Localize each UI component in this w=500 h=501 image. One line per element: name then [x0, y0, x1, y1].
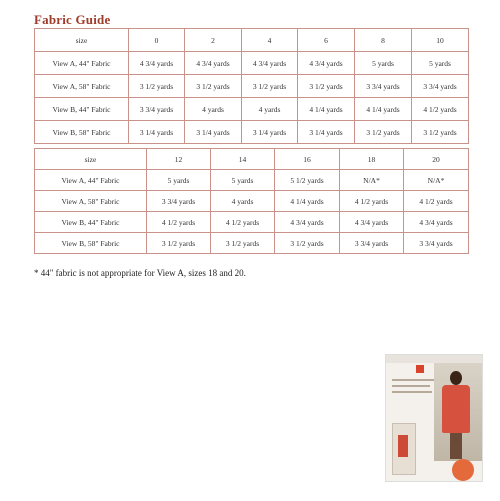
row-label: View B, 44" Fabric: [35, 212, 147, 233]
table-cell: 5 yards: [412, 52, 469, 75]
model-dress: [442, 385, 470, 433]
table-cell: 3 1/2 yards: [211, 233, 275, 254]
table-cell: 4 1/4 yards: [355, 98, 412, 121]
table-row: [35, 191, 469, 212]
row-label: View A, 58" Fabric: [35, 75, 129, 98]
table-cell: 4 1/2 yards: [211, 212, 275, 233]
row-label: View B, 44" Fabric: [35, 98, 129, 121]
table-cell: 3 3/4 yards: [412, 75, 469, 98]
cover-top-strip: [386, 355, 482, 363]
table-row: [35, 170, 469, 191]
table-cell: 4 yards: [185, 98, 242, 121]
header-cell: 4: [242, 29, 298, 52]
table-cell: 4 yards: [242, 98, 298, 121]
table-cell: 4 1/4 yards: [298, 98, 355, 121]
table-cell: 4 3/4 yards: [404, 212, 469, 233]
table-cell: 3 1/2 yards: [412, 121, 469, 144]
header-cell: 18: [340, 149, 404, 170]
table-cell: 4 1/2 yards: [147, 212, 211, 233]
model-head: [450, 371, 462, 385]
header-cell: 2: [185, 29, 242, 52]
table-cell: 3 3/4 yards: [340, 233, 404, 254]
table-cell: 3 1/4 yards: [242, 121, 298, 144]
table-header-row: [35, 29, 469, 52]
header-cell: 6: [298, 29, 355, 52]
model-legs: [450, 433, 462, 459]
header-cell: 12: [147, 149, 211, 170]
table-header-row: [35, 149, 469, 170]
header-cell: 20: [404, 149, 469, 170]
table-row: [35, 212, 469, 233]
brand-logo-icon: [416, 365, 424, 373]
table-cell: 4 1/2 yards: [404, 191, 469, 212]
table-cell: 4 1/4 yards: [275, 191, 340, 212]
table-cell: 3 1/2 yards: [129, 75, 185, 98]
table-cell: 4 1/2 yards: [340, 191, 404, 212]
header-cell: 8: [355, 29, 412, 52]
table-cell: 4 3/4 yards: [275, 212, 340, 233]
fabric-table-sizes-12-20: [34, 148, 469, 254]
table-row: [35, 233, 469, 254]
footnote: * 44" fabric is not appropriate for View A, sizes 18 and 20.: [34, 268, 246, 278]
row-label: View A, 44" Fabric: [35, 170, 147, 191]
fabric-table-sizes-0-10: [34, 28, 469, 144]
row-label: View B, 58" Fabric: [35, 121, 129, 144]
table-cell: 4 3/4 yards: [242, 52, 298, 75]
table-cell: 3 1/2 yards: [298, 75, 355, 98]
header-cell: 14: [211, 149, 275, 170]
cover-badge-icon: [452, 459, 474, 481]
table-row: [35, 75, 469, 98]
table-cell: 3 1/2 yards: [275, 233, 340, 254]
table-cell: 3 1/4 yards: [129, 121, 185, 144]
pattern-envelope-cover-image: [385, 354, 483, 482]
table-cell: 3 1/4 yards: [298, 121, 355, 144]
table-cell: 3 1/2 yards: [242, 75, 298, 98]
header-cell: 10: [412, 29, 469, 52]
row-label: View A, 44" Fabric: [35, 52, 129, 75]
table-cell: 3 3/4 yards: [355, 75, 412, 98]
table-cell: 4 3/4 yards: [129, 52, 185, 75]
cover-title-line: [392, 379, 436, 381]
page-title: Fabric Guide: [34, 12, 111, 27]
table-cell: 4 1/2 yards: [412, 98, 469, 121]
header-cell: size: [35, 149, 147, 170]
table-cell: 5 yards: [355, 52, 412, 75]
header-cell: size: [35, 29, 129, 52]
table-cell: 3 3/4 yards: [147, 191, 211, 212]
table-cell: 5 yards: [147, 170, 211, 191]
table-cell: 3 3/4 yards: [129, 98, 185, 121]
header-cell: 0: [129, 29, 185, 52]
table-cell: 3 1/2 yards: [355, 121, 412, 144]
table-cell: N/A*: [340, 170, 404, 191]
table-cell: 5 1/2 yards: [275, 170, 340, 191]
table-cell: 4 3/4 yards: [185, 52, 242, 75]
table-row: [35, 52, 469, 75]
cover-title-line: [392, 385, 430, 387]
inset-dress: [398, 435, 408, 457]
table-row: [35, 121, 469, 144]
table-cell: 3 1/4 yards: [185, 121, 242, 144]
table-cell: 4 yards: [211, 191, 275, 212]
table-cell: N/A*: [404, 170, 469, 191]
table-cell: 3 3/4 yards: [404, 233, 469, 254]
row-label: View B, 58" Fabric: [35, 233, 147, 254]
header-cell: 16: [275, 149, 340, 170]
table-cell: 4 3/4 yards: [340, 212, 404, 233]
table-cell: 5 yards: [211, 170, 275, 191]
table-cell: 3 1/2 yards: [147, 233, 211, 254]
row-label: View A, 58" Fabric: [35, 191, 147, 212]
cover-title-line: [392, 391, 432, 393]
table-cell: 4 3/4 yards: [298, 52, 355, 75]
table-cell: 3 1/2 yards: [185, 75, 242, 98]
table-row: [35, 98, 469, 121]
